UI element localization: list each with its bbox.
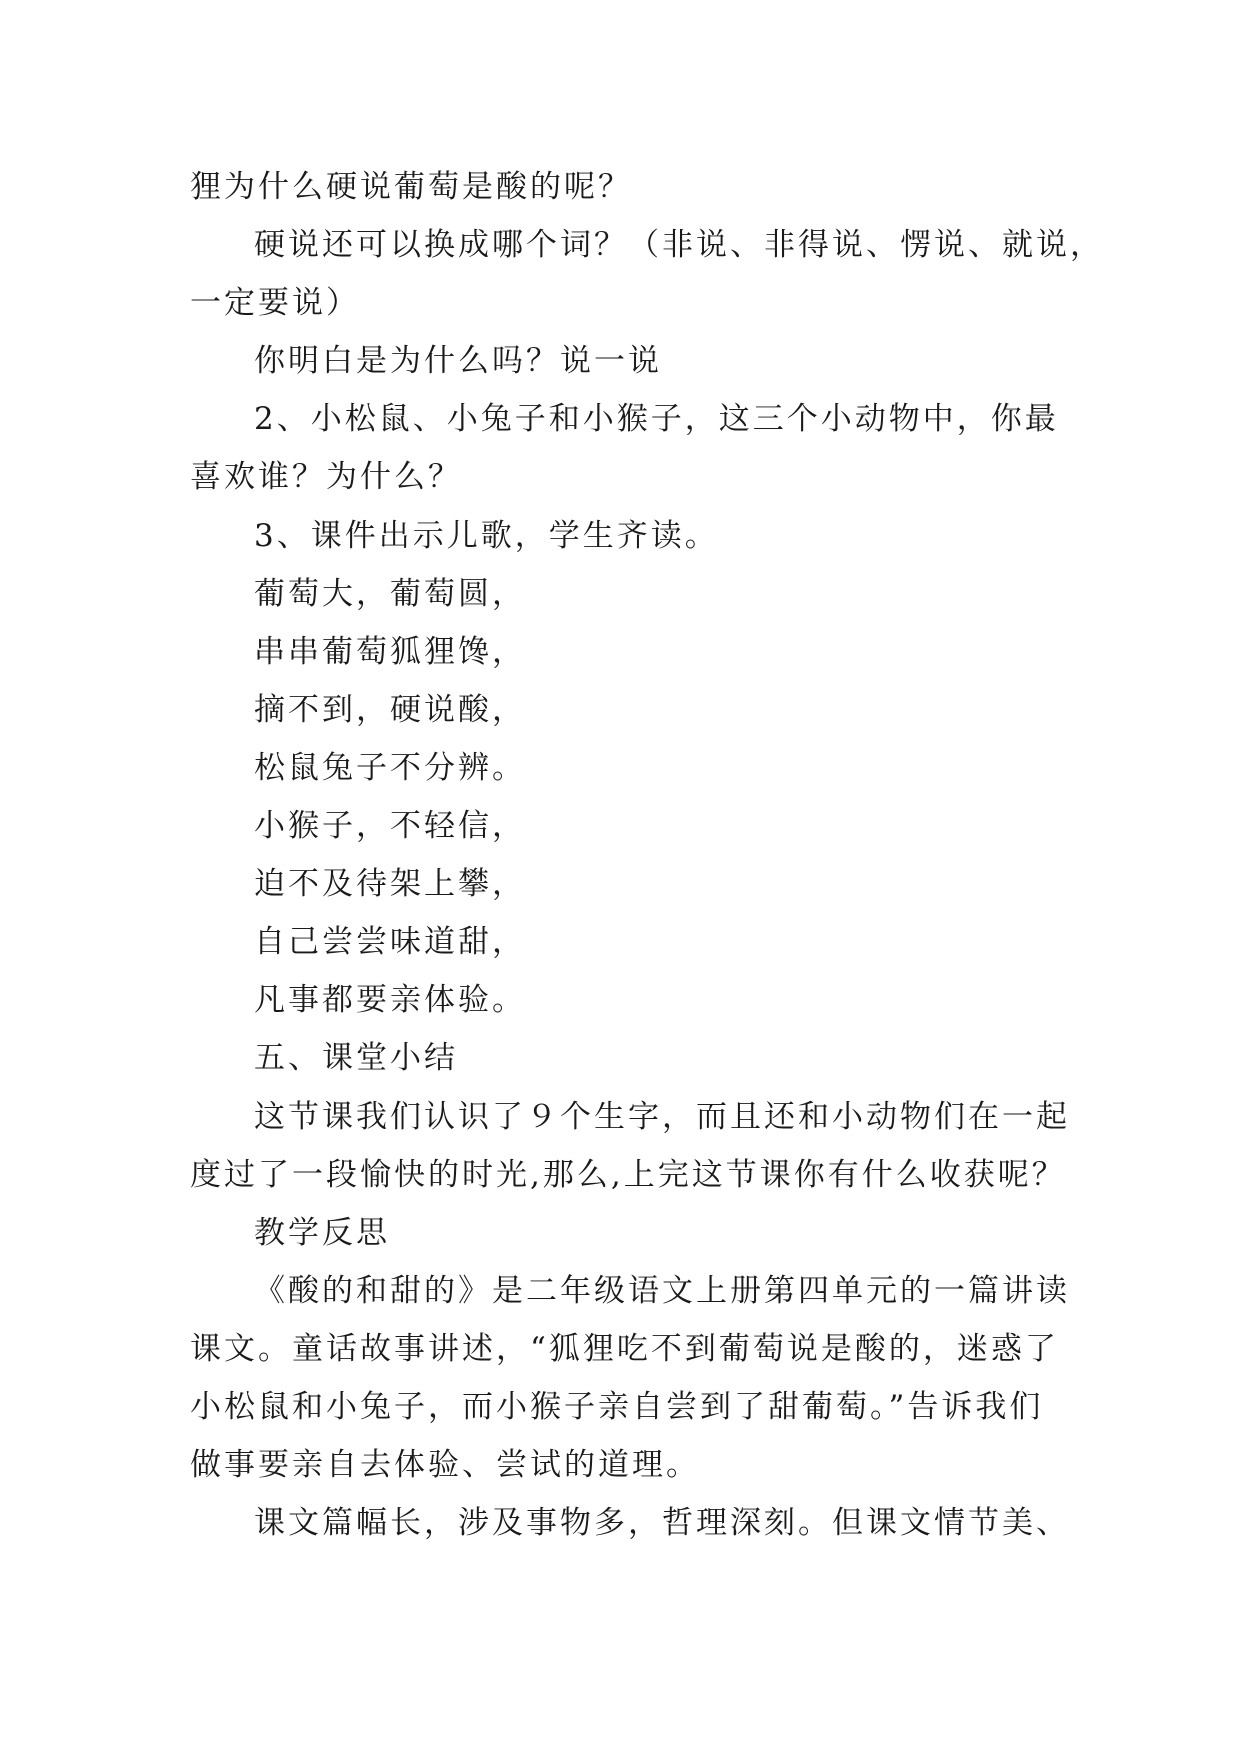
poem-line: 自己尝尝味道甜，	[254, 924, 526, 961]
section-heading: 五、课堂小结	[254, 1040, 458, 1077]
text-line: 硬说还可以换成哪个词？（非说、非得说、愣说、就说，	[254, 227, 1104, 264]
text-line: 你明白是为什么吗？说一说	[254, 343, 662, 380]
poem-line: 凡事都要亲体验。	[254, 982, 526, 1019]
section-heading: 教学反思	[254, 1214, 390, 1251]
poem-line: 摘不到，硬说酸，	[254, 691, 526, 728]
poem-line: 松鼠兔子不分辨。	[254, 749, 526, 786]
text-line: 狸为什么硬说葡萄是酸的呢？	[190, 169, 632, 205]
text-line: 2、小松鼠、小兔子和小猴子，这三个小动物中，你最	[254, 401, 1059, 438]
poem-line: 小猴子，不轻信，	[254, 808, 526, 845]
text-line: 这节课我们认识了９个生字，而且还和小动物们在一起	[254, 1098, 1070, 1135]
text-line: 小松鼠和小兔子，而小猴子亲自尝到了甜葡萄。”告诉我们	[190, 1388, 1044, 1425]
text-line: 度过了一段愉快的时光,那么,上完这节课你有什么收获呢？	[190, 1156, 1066, 1193]
poem-line: 迫不及待架上攀，	[254, 866, 526, 903]
text-line: 《酸的和甜的》是二年级语文上册第四单元的一篇讲读	[254, 1272, 1070, 1309]
text-line: 3、课件出示儿歌，学生齐读。	[254, 517, 719, 554]
poem-line: 葡萄大，葡萄圆，	[254, 575, 526, 612]
text-line: 一定要说）	[190, 285, 360, 322]
text-line: 课文。童话故事讲述，“狐狸吃不到葡萄说是酸的，迷惑了	[190, 1330, 1059, 1367]
text-line: 喜欢谁？为什么？	[190, 459, 462, 496]
poem-line: 串串葡萄狐狸馋，	[254, 633, 526, 670]
text-line: 课文篇幅长，涉及事物多，哲理深刻。但课文情节美、	[254, 1505, 1070, 1542]
document-body	[190, 158, 1104, 1552]
text-line: 做事要亲自去体验、尝试的道理。	[190, 1447, 700, 1484]
